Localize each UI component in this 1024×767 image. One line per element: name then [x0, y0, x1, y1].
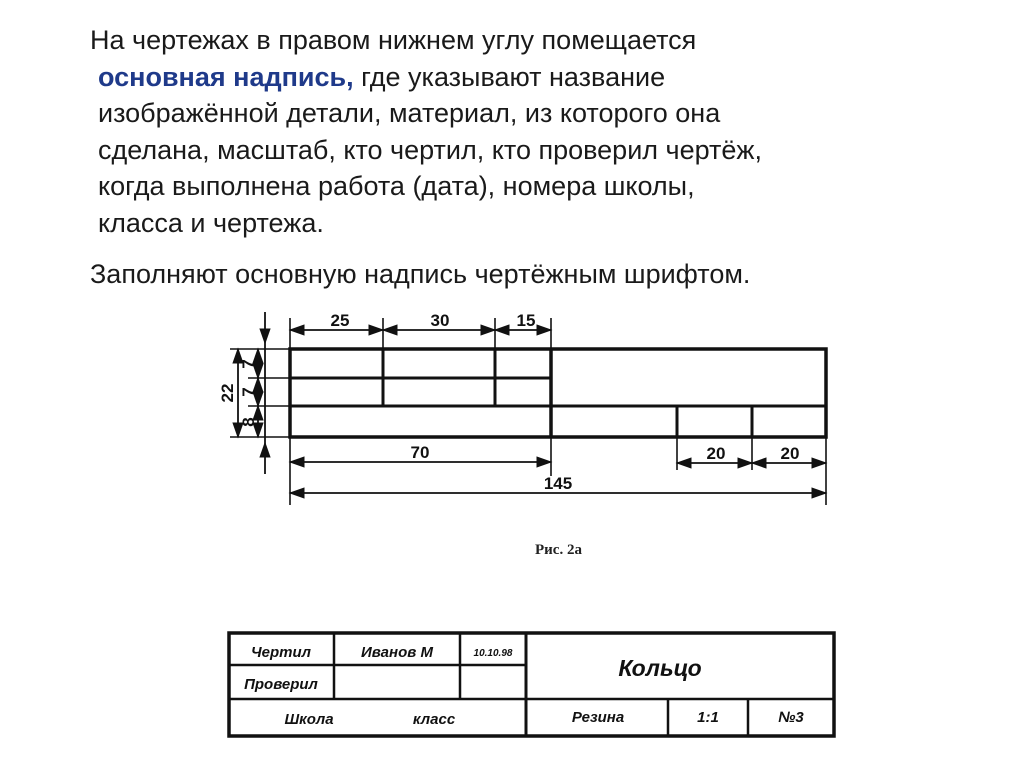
dim-7-mid: 7	[239, 387, 258, 397]
material-value: Резина	[571, 709, 625, 726]
para1-line4: сделана, масштаб, кто чертил, кто проверил чертёж,	[98, 134, 762, 165]
date-value: 10.10.98	[473, 648, 513, 659]
dim-70: 70	[410, 443, 430, 462]
figure-caption: Рис. 2а	[535, 542, 582, 558]
checked-label: Проверил	[244, 676, 318, 693]
part-name: Кольцо	[618, 655, 702, 681]
dim-30: 30	[430, 311, 450, 330]
outer-frame	[290, 349, 826, 437]
class-label: класс	[412, 711, 456, 728]
drawn-label: Чертил	[251, 644, 311, 661]
fill-rule-paragraph: Заполняют основную надпись чертёжным шрифтом.	[90, 259, 751, 289]
dimensioned-frame	[290, 349, 826, 437]
para1-line5: когда выполнена работа (дата), номера школы,	[98, 171, 695, 201]
drawing-number: №3	[778, 709, 804, 726]
dim-8: 8	[239, 417, 258, 427]
drawn-name: Иванов М	[361, 644, 433, 661]
dim-20-right: 20	[780, 444, 800, 463]
highlight-term: основная надпись,	[98, 61, 354, 92]
para1-line3: изображённой детали, материал, из которого она	[98, 98, 721, 128]
dim-25: 25	[330, 311, 350, 330]
dim-15: 15	[516, 311, 536, 330]
para1-line1: На чертежах в правом нижнем углу помещается	[90, 25, 697, 55]
para1-line2-rest: где указывают название	[353, 61, 666, 92]
para1-line6: класса и чертежа.	[98, 207, 324, 238]
dim-20-left: 20	[706, 444, 726, 463]
dim-7-top: 7	[239, 359, 258, 369]
dim-22: 22	[218, 383, 237, 403]
school-label: Школа	[284, 711, 334, 728]
scale-value: 1:1	[697, 709, 719, 726]
dim-145: 145	[543, 474, 573, 493]
